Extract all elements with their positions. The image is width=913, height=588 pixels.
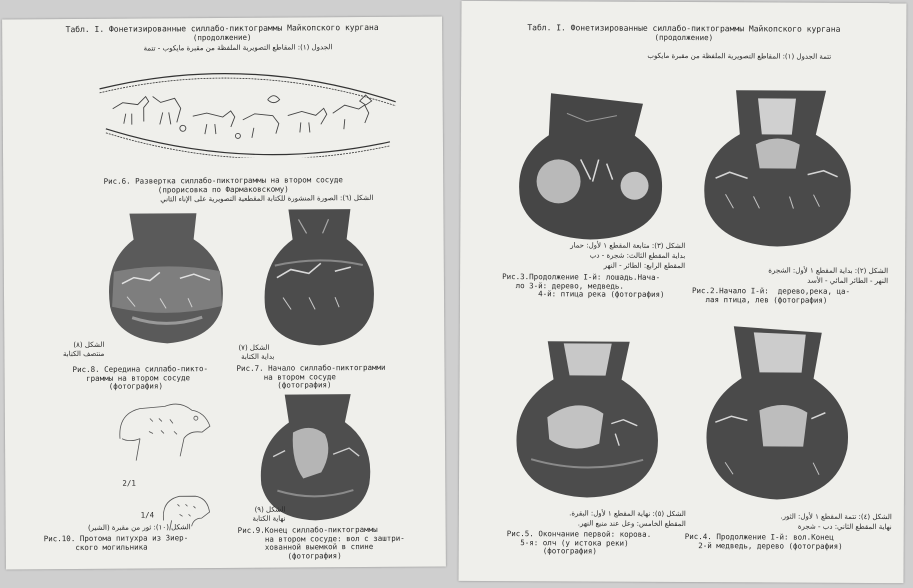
fig9-caption: Рис.9.Конец силлабо-пиктограммы на втором сосуде: вол с заштри- хованной выемкой в спине (фотография) xyxy=(237,524,405,561)
fig2-caption-ar-1: الشكل (٢): بداية المقطع ١ لأول: الشجرة xyxy=(768,266,889,276)
left-page-title: Табл. I. Фонетизированные силлабо-пиктограммы Майкопского кургана xyxy=(65,22,379,35)
fig7-caption: Рис.7. Начало силлабо-пиктограмми на втором сосуде (фотография) xyxy=(236,362,386,390)
vessel-photo-fig7 xyxy=(258,207,379,348)
fig9-caption-ar-2: نهاية الكتابة xyxy=(252,514,286,523)
fig2-caption: Рис.2.Начало I-й: дерево,река, ца- лая птица, лев (фотография) xyxy=(691,286,851,305)
right-page-title: Табл. I. Фонетизированные силлабо-пиктограммы Майкопского кургана xyxy=(527,23,841,34)
fig4-caption-ar-1: الشكل (٤): تتمة المقطع ١ لأول: الثور. xyxy=(780,512,892,522)
fig9-caption-ar-1: الشكل (٩) xyxy=(254,505,286,514)
fig4-caption: Рис.4. Продолжение I-й: вол.Конец 2-й медведь, дерево (фотография) xyxy=(684,532,843,551)
right-page xyxy=(458,1,906,583)
fig8-caption-ar-1: الشكل (٨) xyxy=(73,340,105,350)
fig4-caption-ar-2: نهاية المقطع الثاني: دب - شجرة xyxy=(797,522,892,532)
left-page xyxy=(2,16,446,569)
fig6-caption: Рис.6. Развертка силлабо-пиктограммы на втором сосуде xyxy=(103,175,343,186)
fig7-caption-ar-1: الشكل (٧) xyxy=(238,343,270,352)
vessel-photo-fig9 xyxy=(255,392,376,523)
fig10-caption: Рис.10. Протома питухра из Зиер- ского могильника xyxy=(43,533,189,552)
vessel-photo-fig3 xyxy=(510,89,671,242)
fig5-caption-ar-1: الشكل (٥): نهاية المقطع ١ لأول: البقرة. xyxy=(569,509,686,519)
fig3-caption-ar-1: الشكل (٣): متابعة المقطع ١ لأول: حمار xyxy=(570,241,686,251)
vessel-photo-fig5 xyxy=(507,339,668,500)
fig6-caption2: (прорисовка по Фармаковскому) xyxy=(157,184,289,195)
left-page-subtitle-ar: الجدول (١): المقاطع التصويرية الملفظة من مقبرة مايكوب - تتمة xyxy=(143,43,333,53)
fig3-caption-ar-3: المقطع الرابع: الطائر - النهر xyxy=(603,261,686,271)
frieze-drawing xyxy=(97,57,398,159)
fig8-caption-ar-2: منتصف الكتابة xyxy=(62,349,105,359)
vessel-photo-fig2 xyxy=(695,84,861,250)
vessel-photo-fig8 xyxy=(101,211,232,347)
fig10-scale-2: 1/4 xyxy=(140,510,155,520)
fig8-caption: Рис.8. Середина силлабо-пикто- граммы на втором сосуде (фотография) xyxy=(72,364,209,392)
left-page-title-cont: (продолжение) xyxy=(192,32,252,43)
fig5-caption-ar-2: المقطع الخامس: وعل عند منبع النهر. xyxy=(577,519,686,529)
fig7-caption-ar-2: بداية الكتابة xyxy=(241,352,275,361)
fig3-caption-ar-2: بداية المقطع الثالث: شجرة - دب xyxy=(589,251,686,261)
fig10-caption-ar: الشكل (١٠): ثور من مقبرة (الشير) xyxy=(87,523,191,532)
vessel-photo-fig4 xyxy=(697,324,858,503)
right-page-title-cont: (продолжение) xyxy=(654,32,714,43)
fig2-caption-ar-2: النهر - الطائر المائي - الأسد xyxy=(807,276,889,286)
fig10-scale-1: 2/1 xyxy=(122,478,136,488)
fig6-caption-ar: الشكل (٦): الصورة المنشورة للكتابة المقطعية التصويرية على الإناء الثاني xyxy=(160,193,374,204)
right-page-subtitle-ar: تتمة الجدول (١): المقاطع التصويرية الملفظة من مقبرة مايكوب xyxy=(647,51,832,61)
fig5-caption: Рис.5. Окончание первой: корова. 5-я: олч (у истока реки) (фотография) xyxy=(506,529,652,556)
bull-protome-drawing xyxy=(110,398,220,469)
fig3-caption: Рис.3.Продолжение I-й: лошадь.Нача- ло 3-й: дерево, медведь. 4-й: птица река (фотография) xyxy=(501,272,665,299)
